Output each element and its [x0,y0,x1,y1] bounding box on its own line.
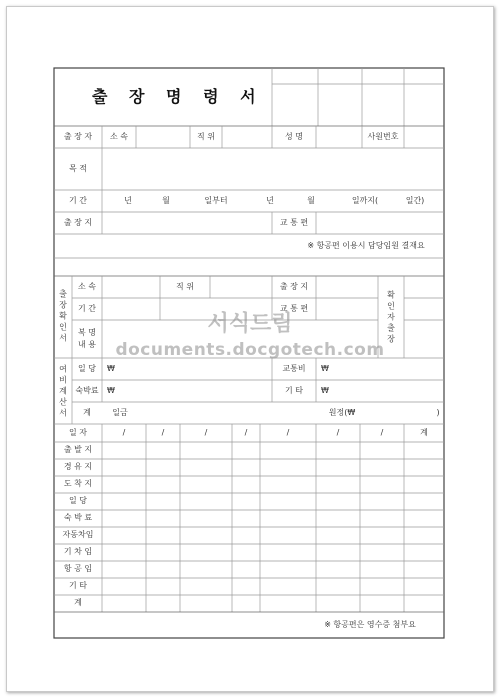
amount-label: 일금 [112,408,128,417]
expense-side-label: 여비계산서 [59,364,67,418]
dept-label: 소 속 [110,132,128,141]
date-slash: / [244,428,248,437]
row-label: 기 타 [69,581,87,590]
date-slash: / [336,428,340,437]
period-days: 일간) [405,196,425,205]
date-label: 일 자 [69,428,87,437]
purpose-label: 목 적 [69,164,87,173]
emp-no-field[interactable] [405,127,443,147]
row-label: 자동차임 [62,530,94,539]
confirm-side-label: 출장확인서 [59,289,67,343]
lodging-label: 숙박료 [75,386,99,395]
destination-label: 출 장 지 [63,218,93,227]
row-label: 도 착 지 [63,479,93,488]
other-label: 기 타 [285,386,303,395]
amount-close: ) [436,408,440,417]
amount-won: 원정(₩ [328,408,356,417]
transport-label: 교 통 편 [279,218,309,227]
confirm-position-label: 직 위 [176,282,194,291]
transport-field[interactable] [317,213,443,233]
lodging-won: ₩ [107,386,115,395]
row-label: 출 발 지 [63,445,93,454]
emp-no-label: 사원번호 [367,132,399,141]
date-slash: / [161,428,165,437]
detail-total-label: 계 [420,428,428,437]
receipt-note: ※ 항공편은 영수증 첨부요 [324,620,416,629]
position-label: 직 위 [197,132,215,141]
period-label: 기 간 [69,196,87,205]
row-label: 일 당 [69,496,87,505]
form-title: 출 장 명 령 서 [92,87,264,106]
dept-field[interactable] [137,127,189,147]
row-label: 기 차 임 [63,547,93,556]
period-month: 월 [162,196,170,205]
row-label: 계 [74,598,82,607]
purpose-field[interactable] [103,149,443,189]
position-field[interactable] [223,127,271,147]
other-won: ₩ [321,386,329,395]
expense-total-label: 계 [83,408,91,417]
confirm-destination-label: 출 장 지 [279,282,309,291]
period-from: 일부터 [204,196,228,205]
row-label: 숙 박 료 [63,513,93,522]
daily-won: ₩ [107,364,115,373]
date-slash: / [380,428,384,437]
period-month2: 월 [307,196,315,205]
name-field[interactable] [317,127,361,147]
watermark-title: 서식드림 [207,311,293,337]
row-label: 경 유 지 [63,462,93,471]
watermark-url: documents.docgotech.com [115,340,385,360]
report-label-2: 내 용 [78,340,96,349]
daily-label: 일 당 [78,364,96,373]
report-label-1: 복 명 [78,328,96,337]
date-slash: / [286,428,290,437]
date-slash: / [204,428,208,437]
destination-field[interactable] [103,213,271,233]
verifier-label: 확인자출장 [387,290,395,344]
confirm-transport-label: 교 통 편 [279,304,309,313]
transport-won: ₩ [321,364,329,373]
confirm-dept-label: 소 속 [78,282,96,291]
date-slash: / [122,428,126,437]
airline-approval-note: ※ 항공편 이용시 담당임원 결재요 [307,241,425,250]
period-year2: 년 [266,196,274,205]
applicant-label: 출 장 자 [63,132,93,141]
row-label: 항 공 임 [63,564,93,573]
name-label: 성 명 [285,132,303,141]
transport-cost-label: 교통비 [282,364,306,373]
confirm-period-label: 기 간 [78,304,96,313]
period-year: 년 [124,196,132,205]
period-until: 일까지( [351,196,379,205]
